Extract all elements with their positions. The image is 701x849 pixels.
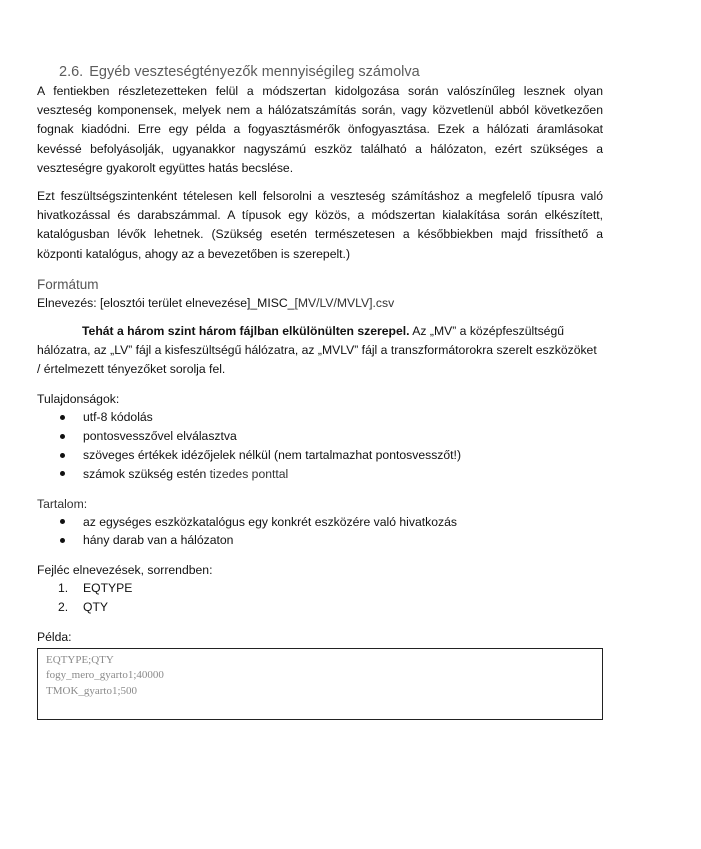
code-line: TMOK_gyarto1;500: [46, 684, 138, 697]
headers-label: Fejléc elnevezések, sorrendben:: [37, 563, 213, 578]
list-item: utf-8 kódolás: [37, 408, 603, 427]
file-naming-suffix: [MV/LV/MVLV].csv: [294, 295, 395, 310]
list-item: pontosvesszővel elválasztva: [37, 427, 603, 446]
file-naming-label: Elnevezés: [elosztói terület elnevezése]_MISC_: [37, 295, 295, 310]
bullet-icon: [60, 434, 65, 439]
paragraph-intro: A fentiekben részletezetteken felül a módszertan kidolgozása során valószínűleg lesznek olyan veszteség komponensek, melyek nem a hálózatszámítás során, vagy közvetlenül abból következően fognak kiadódni. Erre egy példa a fogyasztásmérők önfogyasztása. Ezek a hálózati áramlásokat kevéssé befolyásolják, ugyanakkor nagyszámú eszköz található a hálózaton, ezért szükséges a veszteségre gyakorolt együttes hatás becslése.: [37, 84, 603, 175]
content-list: [37, 513, 603, 551]
example-label: Példa:: [37, 629, 72, 644]
list-item: szöveges értékek idézőjelek nélkül (nem tartalmazhat pontosvesszőt!): [37, 446, 603, 465]
paragraph-files: [37, 322, 603, 380]
bullet-icon: [60, 453, 65, 458]
content-label: Tartalom:: [37, 496, 88, 511]
bullet-icon: [60, 538, 65, 543]
code-line: EQTYPE;QTY: [46, 653, 114, 666]
document-page: [37, 62, 603, 720]
bullet-icon: [60, 415, 65, 420]
properties-list: [37, 408, 603, 483]
code-line: fogy_mero_gyarto1;40000: [46, 669, 164, 682]
headers-list: [37, 579, 603, 617]
section-title: Egyéb veszteségtényezők mennyiségileg számolva: [89, 64, 420, 80]
files-note-bold: Tehát a három szint három fájlban elkülönülten szerepel.: [82, 323, 410, 338]
properties-label: Tulajdonságok:: [37, 392, 120, 407]
file-naming: [37, 294, 603, 313]
section-heading: [59, 62, 603, 82]
list-item: 1. EQTYPE: [58, 581, 133, 596]
format-heading: Formátum: [37, 276, 99, 292]
section-number: 2.6.: [59, 64, 84, 80]
paragraph-listing: Ezt feszültségszintenként tételesen kell felsorolni a veszteség számításhoz a megfelelő típusra való hivatkozással és darabszámmal. A típusok egy közös, a módszertan kialakítása során elkészített, katalógusban lévők lehetnek. (Szükség esetén természetesen a későbbiekben majd frissíthető a központi katalógus, ahogy az a bevezetőben is szerepelt.): [37, 189, 603, 261]
bullet-icon: [60, 471, 65, 476]
list-item: számok szükség estén tizedes ponttal: [37, 465, 603, 484]
bullet-icon: [60, 519, 65, 524]
example-code-box: [37, 648, 603, 720]
files-note-rest: Az „MV” a középfeszültségű hálózatra, az „LV” fájl a kisfeszültségű hálózatra, az „MVLV” fájl a transzformátorokra szerelt eszközöket / értelmezett tényezőket sorolja fel.: [37, 323, 597, 377]
list-item: az egységes eszközkatalógus egy konkrét eszközére való hivatkozás: [37, 513, 603, 532]
list-item: 2. QTY: [58, 600, 109, 615]
list-item: hány darab van a hálózaton: [37, 531, 603, 550]
